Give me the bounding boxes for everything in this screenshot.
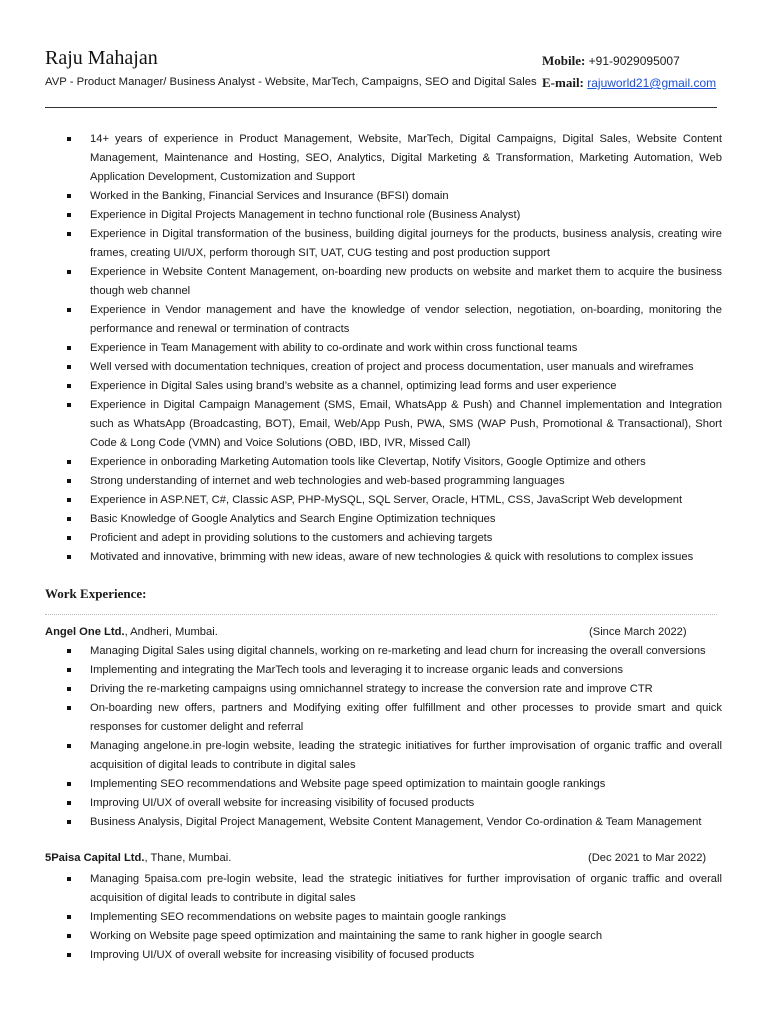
bullet-square-icon	[67, 270, 71, 274]
bullet-square-icon	[67, 403, 71, 407]
email-link[interactable]: rajuworld21@gmail.com	[587, 76, 717, 90]
candidate-name: Raju Mahajan	[45, 47, 158, 69]
bullet-square-icon	[67, 137, 71, 141]
summary-item: Strong understanding of internet and web technologies and web-based programming languages	[62, 472, 722, 491]
summary-item: Proficient and adept in providing solutions to the customers and achieving targets	[62, 529, 722, 548]
summary-item: Experience in Team Management with ability to co-ordinate and work within cross functional teams	[62, 339, 722, 358]
summary-item: Experience in Vendor management and have the knowledge of vendor selection, negotiation, on-boarding, monitoring the performance and renewal or termination of contracts	[62, 301, 722, 339]
bullet-square-icon	[67, 365, 71, 369]
candidate-subtitle: AVP - Product Manager/ Business Analyst - Website, MarTech, Campaigns, SEO and Digital Sales	[45, 76, 537, 88]
bullet-square-icon	[67, 877, 71, 881]
summary-item: Experience in Digital Projects Management in techno functional role (Business Analyst)	[62, 206, 722, 225]
job-period: (Since March 2022)	[589, 626, 687, 638]
bullet-square-icon	[67, 232, 71, 236]
job-company	[45, 626, 218, 638]
bullet-square-icon	[67, 517, 71, 521]
job-bullet: On-boarding new offers, partners and Modifying exiting offer fulfillment and other processes to provide smart and quick responses for customer delight and referral	[62, 699, 722, 737]
bullet-square-icon	[67, 953, 71, 957]
company-name: 5Paisa Capital Ltd.	[45, 852, 145, 864]
summary-item: Motivated and innovative, brimming with new ideas, aware of new technologies & quick with resolutions to complex issues	[62, 548, 722, 567]
section-divider	[45, 614, 717, 615]
job-period: (Dec 2021 to Mar 2022)	[588, 852, 707, 864]
mobile-contact	[542, 53, 680, 69]
bullet-square-icon	[67, 687, 71, 691]
summary-item: Experience in ASP.NET, C#, Classic ASP, PHP-MySQL, SQL Server, Oracle, HTML, CSS, JavaScript Web development	[62, 491, 722, 510]
bullet-square-icon	[67, 498, 71, 502]
summary-item: Experience in Digital Sales using brand’s website as a channel, optimizing lead forms and user experience	[62, 377, 722, 396]
job-bullet: Working on Website page speed optimization and maintaining the same to rank higher in google search	[62, 927, 722, 946]
job-bullet: Implementing SEO recommendations and Website page speed optimization to maintain google rankings	[62, 775, 722, 794]
summary-item: Experience in Website Content Management, on-boarding new products on website and market them to acquire the business though web channel	[62, 263, 722, 301]
bullet-square-icon	[67, 308, 71, 312]
email-label: E-mail:	[542, 75, 584, 90]
summary-item: Worked in the Banking, Financial Services and Insurance (BFSI) domain	[62, 187, 722, 206]
bullet-square-icon	[67, 536, 71, 540]
summary-item: 14+ years of experience in Product Management, Website, MarTech, Digital Campaigns, Digital Sales, Website Content Management, Maintenance and Hosting, SEO, Analytics, Digital Marketing & Transformation, Marketing Automation, Web Application Development, Customization and Support	[62, 130, 722, 187]
summary-list	[62, 130, 722, 567]
mobile-number: +91-9029095007	[588, 54, 680, 68]
summary-item: Well versed with documentation techniques, creation of project and process documentation, user manuals and wireframes	[62, 358, 722, 377]
job-bullet: Managing Digital Sales using digital channels, working on re-marketing and lead churn for increasing the overall conversions	[62, 642, 722, 661]
bullet-square-icon	[67, 782, 71, 786]
job-bullet: Business Analysis, Digital Project Management, Website Content Management, Vendor Co-ordination & Team Management	[62, 813, 722, 832]
job-bullets	[62, 870, 722, 965]
job-company	[45, 852, 231, 864]
bullet-square-icon	[67, 460, 71, 464]
summary-item: Basic Knowledge of Google Analytics and Search Engine Optimization techniques	[62, 510, 722, 529]
bullet-square-icon	[67, 934, 71, 938]
job-bullet: Driving the re-marketing campaigns using omnichannel strategy to increase the conversion rate and improve CTR	[62, 680, 722, 699]
bullet-square-icon	[67, 555, 71, 559]
bullet-square-icon	[67, 384, 71, 388]
header-divider	[45, 107, 717, 108]
bullet-square-icon	[67, 194, 71, 198]
bullet-square-icon	[67, 346, 71, 350]
summary-item: Experience in onborading Marketing Automation tools like Clevertap, Notify Visitors, Google Optimize and others	[62, 453, 722, 472]
job-bullet: Managing angelone.in pre-login website, leading the strategic initiatives for further improvisation of organic traffic and overall acquisition of digital leads to contribute in digital sales	[62, 737, 722, 775]
job-bullet: Managing 5paisa.com pre-login website, lead the strategic initiatives for further improvisation of organic traffic and overall acquisition of digital leads to contribute in digital sales	[62, 870, 722, 908]
work-experience-heading: Work Experience:	[45, 586, 147, 601]
job-bullets	[62, 642, 722, 832]
job-bullet: Implementing and integrating the MarTech tools and leveraging it to increase organic leads and conversions	[62, 661, 722, 680]
bullet-square-icon	[67, 479, 71, 483]
mobile-label: Mobile:	[542, 53, 586, 68]
email-contact	[542, 75, 716, 91]
job-bullet: Implementing SEO recommendations on website pages to maintain google rankings	[62, 908, 722, 927]
summary-item: Experience in Digital transformation of the business, building digital journeys for the products, business analysis, creating wire frames, creating UI/UX, perform thorough SIT, UAT, CUG testing and post production support	[62, 225, 722, 263]
bullet-square-icon	[67, 801, 71, 805]
company-name: Angel One Ltd.	[45, 626, 125, 638]
job-bullet: Improving UI/UX of overall website for increasing visibility of focused products	[62, 794, 722, 813]
bullet-square-icon	[67, 668, 71, 672]
bullet-square-icon	[67, 820, 71, 824]
bullet-square-icon	[67, 706, 71, 710]
bullet-square-icon	[67, 649, 71, 653]
bullet-square-icon	[67, 744, 71, 748]
bullet-square-icon	[67, 213, 71, 217]
bullet-square-icon	[67, 915, 71, 919]
company-location: , Thane, Mumbai.	[144, 852, 232, 864]
job-bullet: Improving UI/UX of overall website for increasing visibility of focused products	[62, 946, 722, 965]
company-location: , Andheri, Mumbai.	[124, 626, 218, 638]
summary-item: Experience in Digital Campaign Management (SMS, Email, WhatsApp & Push) and Channel implementation and Integration such as WhatsApp (Broadcasting, BOT), Email, Web/App Push, PWA, SMS (WAP Push, Promotional & Transactional), Short Code & Long Code (VMN) and Voice Solutions (OBD, IBD, IVR, Missed Call)	[62, 396, 722, 453]
